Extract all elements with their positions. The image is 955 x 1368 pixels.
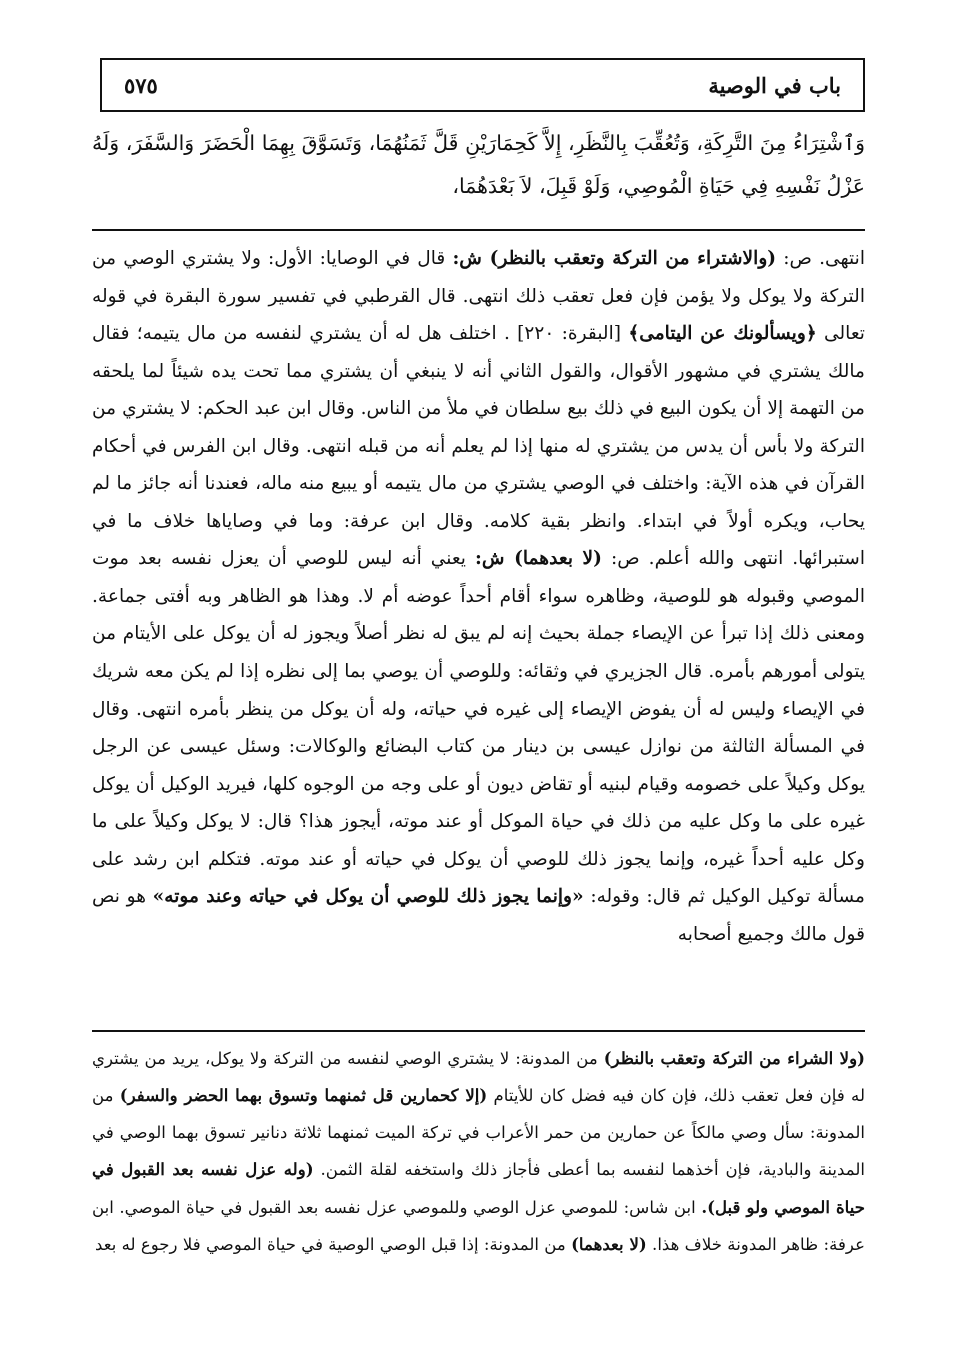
footnote-text <box>92 1040 865 1263</box>
commentary-segment: يعني أنه ليس للوصي أن يعزل نفسه بعد موت الموصي وقبوله هو للوصية، وظاهره سواء أقام أحداً عوضه أم لا. وهذا هو الظاهر وبه أفتى جماعة. ومعنى ذلك إذا تبرأ عن الإيصاء جملة بحيث إنه لم يبق له نظر أصلاً ويجوز له أن يوكل على الأيتام من يتولى أمورهم بأمره. قال الجزيري في وثقائه: وللوصي أن يوصي بما إلى نظره إذا لم يكن معه شريك في الإيصاء وليس له أن يفوض الإيصاء إلى غيره في حياته، وله أن يوكل من ينظر بأمره انتهى. وقال في المسألة الثالثة من نوازل عيسى بن دينار من كتاب البضائع والوكالات: وسئل عيسى عن الرجل يوكل وكيلاً على خصومه وقيام لبنيه أو تقاض ديون أو على وجه من الوجوه كلها، فيريد الوكيل أن يوكل غيره على ما وكل عليه من ذلك في حياة الموكل أو عند موته، أيجوز هذا؟ قال: لا يوكل وكيلاً على ما وكل عليه أحداً غيره، وإنما يجوز ذلك للوصي أن يوكل في حياته أو عند موته. فتكلم ابن رشد على مسألة توكيل الوكيل ثم قال: وقوله: <box>92 548 865 908</box>
commentary-quote: (لا بعدهما) ش: <box>474 548 602 570</box>
commentary-segment: قال في الوصايا: الأول: ولا يشتري الوصي من التركة ولا يوكل ولا يؤمن فإن فعل تعقب ذلك انتهى. قال القرطبي في تفسير سورة البقرة في قوله تعالى <box>92 248 865 345</box>
quran-verse: ﴿ويسألونك عن اليتامى﴾ <box>628 323 817 345</box>
main-text <box>92 122 865 208</box>
commentary-segment: هو نص قول مالك وجميع أصحابه <box>92 886 865 945</box>
footnote-segment: من المدونة: لا يشتري الوصي لنفسه من التركة ولا يوكل، يريد من يشتري له فإن فعل تعقب ذلك، فإن كان فيه فضل كان للأيتام <box>92 1049 865 1106</box>
chapter-title: باب في الوصية <box>708 72 841 98</box>
matn-paragraph: وَٱشْتِرَاءُ مِنَ التَّرِكَةِ، وَتُعُقِّبَ بِالنَّظَرِ، إِلاَّ كَحِمَارَيْنِ قَلَّ ثَمَنُهُمَا، وَتَسَوَّقَ بِهِمَا الْحَضَرَ وَالسَّفَرَ، وَلَهُ عَزْلُ نَفْسِهِ فِي حَيَاةِ الْمُوصِي، وَلَوْ قَبِلَ، لاَ بَعْدَهُمَا، <box>92 131 865 198</box>
footnote-segment: من المدونة: إذا قبل الوصي الوصية في حياة الموصي فلا رجوع له بعد <box>94 1235 572 1255</box>
commentary-segment: انتهى. ص: <box>776 248 865 269</box>
footnote-paragraph <box>92 1040 865 1263</box>
footnote-quote: (وله عزل نفسه بعد القبول في حياة الموصي ولو قبل). <box>92 1159 866 1217</box>
footnote-quote: (لا بعدهما) <box>571 1234 647 1255</box>
footnote-quote: (إلا كحمارين قل ثمنهما وتسوق بهما الحضر والسفر) <box>119 1085 488 1106</box>
commentary-quote: (والاشتراء من التركة وتعقب بالنظر) ش: <box>452 248 777 269</box>
commentary-quote: «وإنما يجوز ذلك للوصي أن يوكل في حياته وعند موته» <box>152 886 584 908</box>
commentary-text <box>92 240 865 953</box>
footnote-quote: (ولا الشراء من التركة وتعقب بالنظر) <box>603 1048 865 1068</box>
commentary-paragraph <box>92 240 865 953</box>
commentary-segment: [البقرة: ٢٢٠] . اختلف هل له أن يشتري لنفسه من مال يتيمه؛ فقال مالك يشتري في مشهور الأقوال، والقول الثاني أنه لا ينبغي أن يشتري مما تحت يده شيئاً لما يلحقه من التهمة إلا أن يكون البيع في ذلك بيع سلطان في ملأ من الناس. وقال ابن عبد الحكم: لا يشتري من التركة ولا بأس أن يدس من يشتري له منها إذا لم يعلم أنه من قبله انتهى. وقال ابن الفرس في أحكام القرآن في هذه الآية: واختلف في الوصي يشتري من مال يتيمه أو يبيع منه ماله، فعندنا أنه جائز ما لم يحاب، ويكره أولاً في ابتداء. وانظر بقية كلامه. وقال ابن عرفة: وما في وصاياها خلاف ما في استبرائها. انتهى والله أعلم. ص: <box>92 323 865 570</box>
footnote-segment: ابن شاس: للموصي عزل الوصي وللموصي عزل نفسه بعد القبول في حياة الموصي. ابن عرفة: ظاهر المدونة خلاف هذا. <box>92 1197 865 1255</box>
page-header <box>100 58 865 112</box>
page-number: ٥٧٥ <box>124 72 158 98</box>
separator-line <box>92 229 865 231</box>
separator-line <box>92 1030 865 1032</box>
footnote-segment: من المدونة: سأل وصي مالكاً عن حمارين من حمر الأعراب في تركة الميت ثمنهما ثلاثة دنانير تسوق بهما الوصي في المدينة والبادية، فإن أخذهما لنفسه بما أعطى فأجاز ذلك واستخفه لقلة الثمن. <box>92 1086 865 1180</box>
